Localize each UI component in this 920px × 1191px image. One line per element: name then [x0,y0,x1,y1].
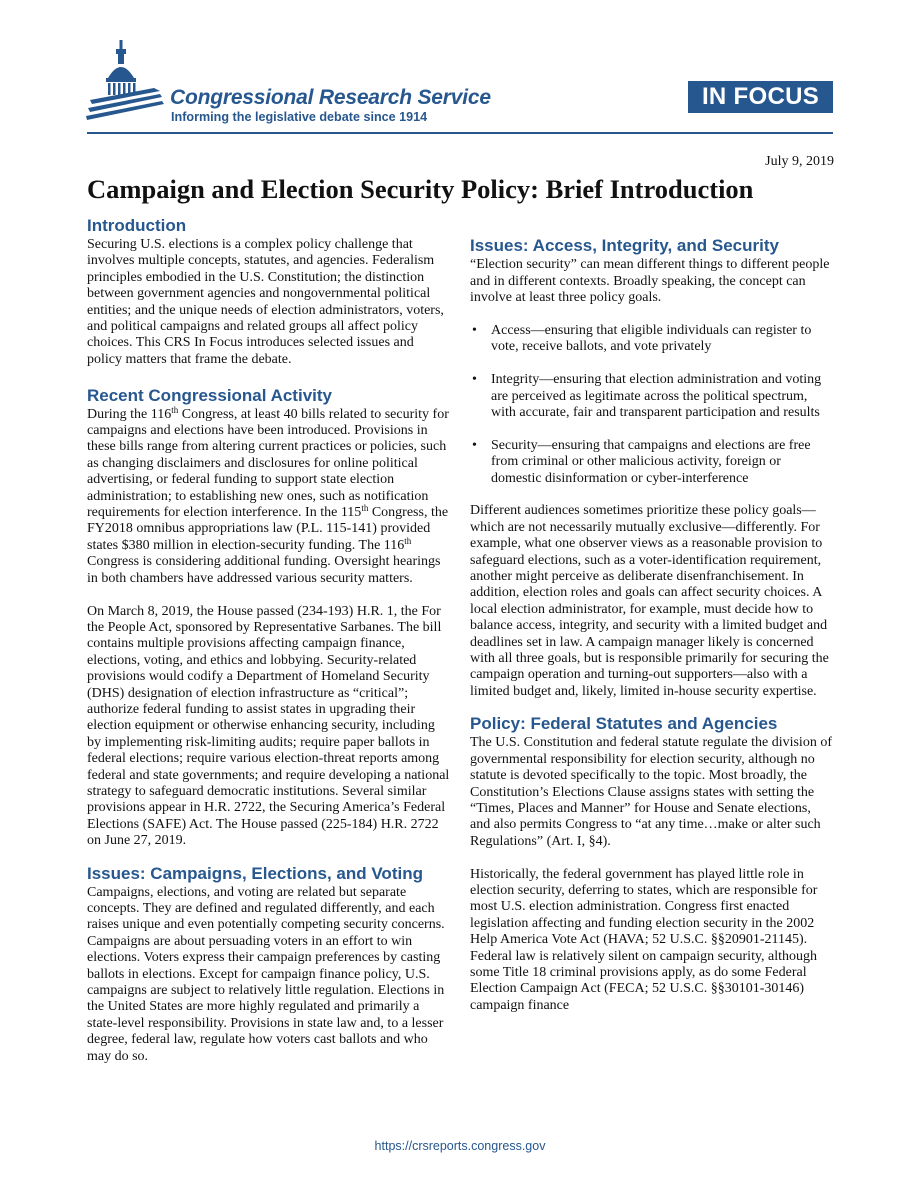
policy-paragraph-1: The U.S. Constitution and federal statute regulate the division of governmental responsibility for election security, although no statute is devoted specifically to the topic. Most broadly, the Constitution’s Elections Clause assigns states with setting the “Times, Places and Manner” for House and Senate elections, and also permits Congress to “at any time…make or alter such Regulations” (Art. I, §4). [470,735,832,849]
bullet-icon: • [472,323,477,338]
campaigns-paragraph: Campaigns, elections, and voting are related but separate concepts. They are defined and regulated differently, and each raises unique and even potentially competing security concerns. Campaigns are about persuading voters in an effort to win elections. Voters express their campaign preferences by casting ballots in elections. Except for campaign finance policy, U.S. campaigns are subject to relatively little regulation. Elections in the United States are more highly regulated and primarily a state-level responsibility. Provisions in state law and, to a lesser degree, federal law, regulate how voters cast ballots and who may do so. [87,884,445,1064]
footer-link[interactable]: https://crsreports.congress.gov [374,1139,546,1153]
bullet-icon: • [472,437,477,453]
header-divider [87,132,833,134]
recent-activity-paragraph-1: During the 116th Congress, at least 40 bills related to security for campaigns and elections have been introduced. Provisions in these bills range from altering current practices or policies, such as changing disclaimers and disclosures for online political advertising, or federal funding to support state election administration; to establishing new ones, such as notification requirements for election interference. In the 115th Congress, the FY2018 omnibus appropriations law (P.L. 115-141) provided states $380 million in election-security funding. The 116th Congress is considering additional funding. Oversight hearings in both chambers have addressed various security matters. [87,404,449,586]
access-paragraph-1: “Election security” can mean different things to different people and in different contexts. Broadly speaking, the concept can involve at least three policy goals. [470,257,830,306]
policy-goals-list [470,323,834,487]
section-heading-recent-activity: Recent Congressional Activity [87,385,332,405]
left-column [87,215,451,1081]
bullet-icon: • [472,372,477,388]
section-heading-introduction: Introduction [87,216,187,235]
publication-date: July 9, 2019 [765,154,834,169]
access-paragraph-2: Different audiences sometimes prioritize these policy goals—which are not necessarily mutually exclusive—differently. For example, what one observer views as a reasonable provision to safeguard elections, such as a voter-identification requirement, another might perceive as deliberate disenfranchisement. In addition, election roles and goals can affect security choices. A local election administrator, for example, must decide how to balance access, integrity, and security with a limited budget and deadlines set in law. A campaign manager likely is concerned with all three goals, but is responsible primarily for securing the campaign operation and turning-out supporters—also with a limited budget and, likely, limited in-house security expertise. [470,503,829,699]
recent-activity-paragraph-2: On March 8, 2019, the House passed (234-193) H.R. 1, the For the People Act, sponsored by Representative Sarbanes. The bill contains multiple provisions affecting campaign finance, elections, voting, and ethics and lobbying. Security-related provisions would codify a Department of Homeland Security (DHS) designation of election infrastructure as “critical”; authorize federal funding to assist states in upgrading their election equipment or otherwise enhancing security, including by implementing risk-limiting audits; require paper ballots in federal elections; require various election-threat reports among federal and state governments; and require developing a national strategy to safeguard democratic institutions. Several similar provisions appear in H.R. 2722, the Securing America’s Federal Elections (SAFE) Act. The House passed (225-184) H.R. 2722 on June 27, 2019. [87,603,450,849]
list-item: • Security—ensuring that campaigns and elections are free from criminal or other malicious activity, foreign or domestic disinformation or cyber-interference [472,437,811,486]
right-column-content [470,219,834,1031]
intro-paragraph: Securing U.S. elections is a complex policy challenge that involves multiple concepts, statutes, and agencies. Federalism principles embodied in the U.S. Constitution; the distinction between government agencies and nongovernmental political entities; and the unique needs of election administrators, voters, and political campaigns and related groups all affect policy choices. This CRS In Focus introduces selected issues and policy matters that frame the debate. [87,237,444,367]
section-heading-policy: Policy: Federal Statutes and Agencies [470,714,778,734]
list-item: • Access—ensuring that eligible individuals can register to vote, receive ballots, and vote privately [472,323,812,355]
policy-paragraph-2: Historically, the federal government has played little role in election security, deferring to states, which are responsible for most U.S. election administration. Congress first enacted legislation affecting and funding election security in the 2002 Help America Vote Act (HAVA; 52 U.S.C. §§20901-21145). Federal law is relatively silent on campaign security, although some Title 18 criminal provisions apply, as do some Federal Election Campaign Act (FECA; 52 U.S.C. §§30101-30146) campaign finance [470,866,818,1013]
org-tagline: Informing the legislative debate since 1914 [171,110,428,124]
capitol-dome-icon [84,40,166,128]
in-focus-badge: IN FOCUS [688,81,833,113]
page-title: Campaign and Election Security Policy: Brief Introduction [87,174,754,204]
list-item: • Integrity—ensuring that election administration and voting are perceived as legitimate across the political spectrum, with accurate, fair and transparent participation and results [472,372,822,421]
section-heading-access: Issues: Access, Integrity, and Security [470,236,779,256]
section-heading-campaigns: Issues: Campaigns, Elections, and Voting [87,863,423,883]
page-header [0,0,920,140]
org-name: Congressional Research Service [170,86,491,109]
